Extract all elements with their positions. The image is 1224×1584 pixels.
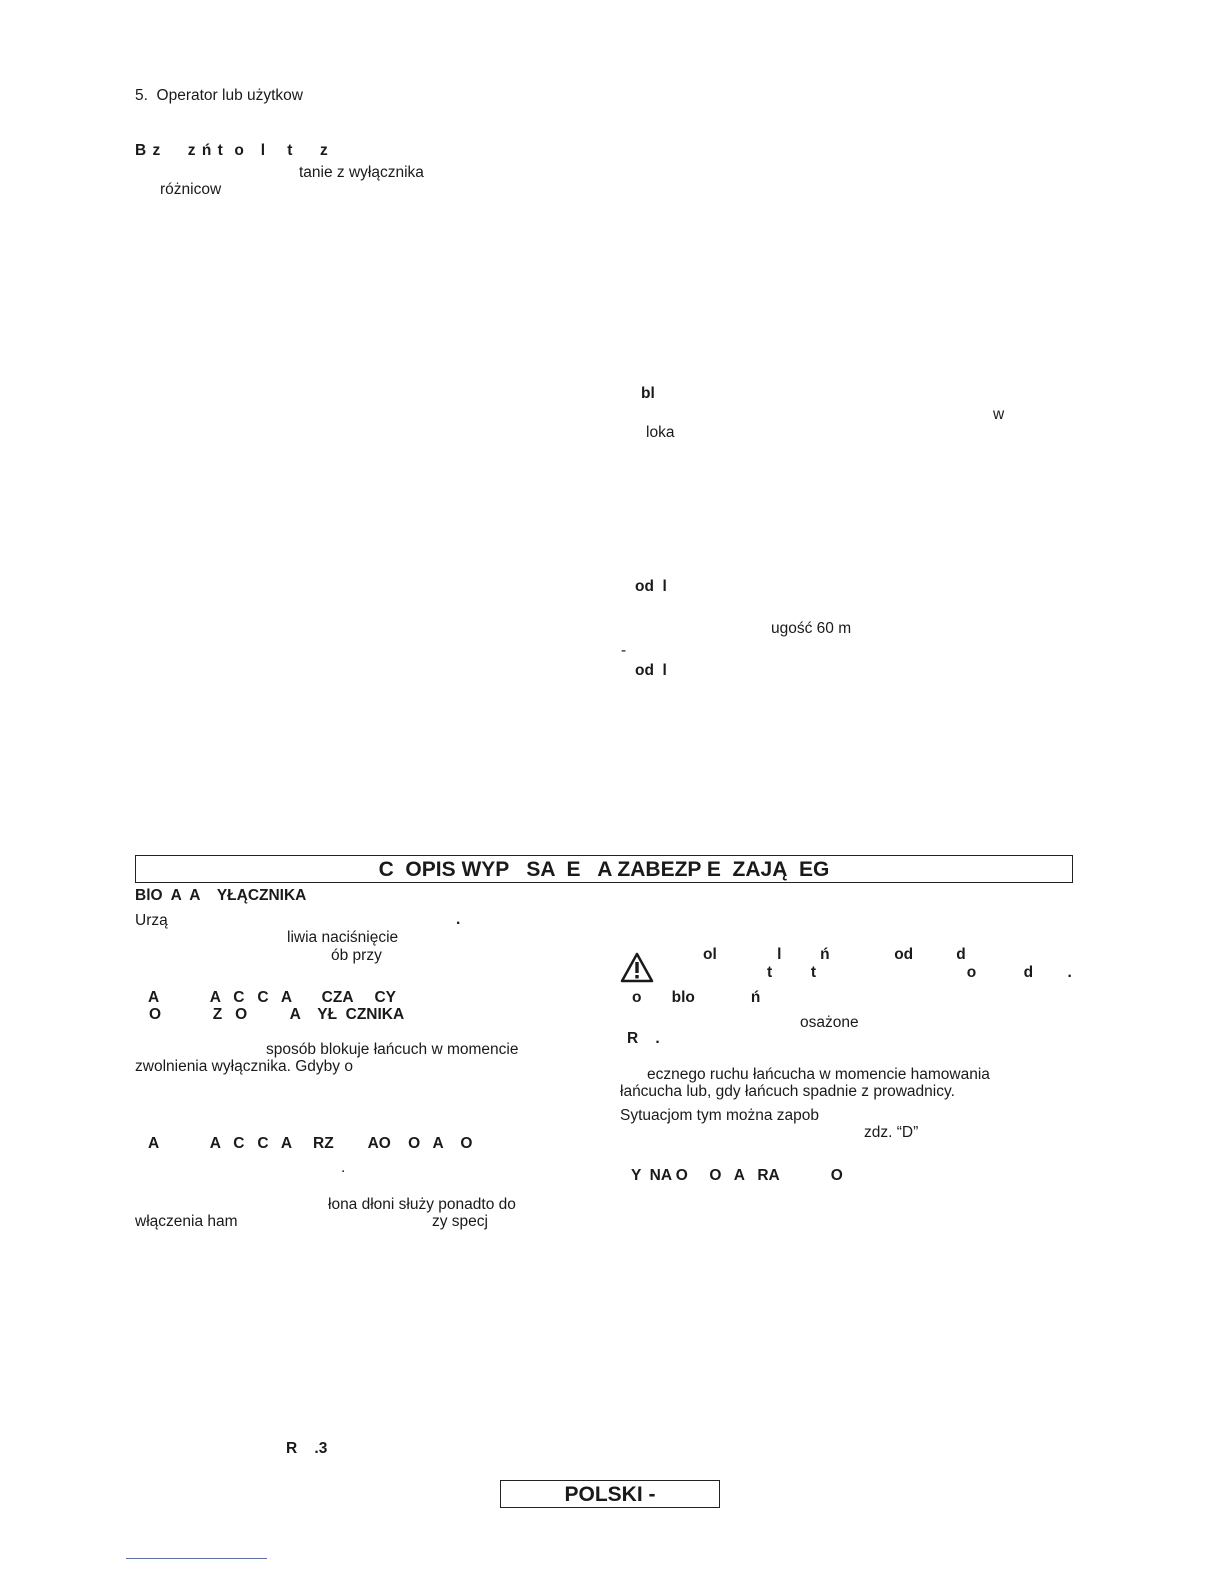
caps-heading-fragment: O Z O A YŁ CZNIKA [149, 1006, 405, 1023]
text-fragment: różnicow [160, 181, 222, 198]
section-title: C OPIS WYP SA E A ZABEZP E ZAJĄ EG [378, 858, 830, 881]
subheading-switch-lock: BlO A A YŁĄCZNIKA [135, 887, 307, 904]
text-fragment: osażone [800, 1014, 859, 1031]
section-title-box [135, 855, 1073, 883]
caps-heading-fragment: Y NA O O A RA O [631, 1167, 843, 1184]
text-fragment: zy specj [432, 1213, 488, 1230]
warning-text-line: ol l ń od d [703, 946, 966, 963]
text-fragment: Urzą [135, 912, 168, 929]
figure-reference: R . [627, 1030, 660, 1047]
caps-heading-fragment: A A C C A RZ AO O A O [148, 1135, 473, 1152]
text-fragment: Sytuacjom tym można zapob [620, 1107, 820, 1124]
footer-language-box [500, 1480, 720, 1508]
caps-heading-fragment: A A C C A CZA CY [148, 989, 397, 1006]
text-fragment: od l [635, 662, 667, 679]
text-fragment: ugość 60 m [771, 620, 852, 637]
text-fragment: loka [646, 424, 675, 441]
text-fragment: liwia naciśnięcie [287, 929, 399, 946]
text-fragment: od l [635, 578, 667, 595]
list-item-5: 5. Operator lub użytkow [135, 87, 303, 104]
warning-text-line: t t o d . [767, 964, 1072, 981]
text-fragment: ecznego ruchu łańcucha w momencie hamowania [647, 1066, 990, 1083]
footnote-rule [126, 1558, 267, 1559]
text-fragment: ób przy [331, 947, 382, 964]
text-fragment: . [456, 911, 461, 928]
text-fragment: łańcucha lub, gdy łańcuch spadnie z prowadnicy. [620, 1083, 955, 1100]
text-fragment: zwolnienia wyłącznika. Gdyby o [135, 1058, 353, 1075]
text-fragment: sposób blokuje łańcuch w momencie [266, 1041, 519, 1058]
text-fragment: zdz. “D” [864, 1124, 919, 1141]
text-fragment: łona dłoni służy ponadto do [328, 1196, 516, 1213]
section-heading-fragment: B z z ń t o l t z [135, 142, 329, 159]
text-fragment: w [993, 406, 1005, 423]
footer-language-label: POLSKI - [564, 1483, 656, 1506]
warning-icon [620, 952, 654, 984]
figure-reference: R .3 [286, 1440, 328, 1457]
text-fragment: - [621, 642, 627, 659]
text-fragment: włączenia ham [135, 1213, 238, 1230]
text-fragment: tanie z wyłącznika [299, 164, 424, 181]
text-fragment: . [341, 1159, 346, 1176]
text-fragment: o blo ń [632, 989, 761, 1006]
text-fragment: bl [641, 385, 655, 402]
